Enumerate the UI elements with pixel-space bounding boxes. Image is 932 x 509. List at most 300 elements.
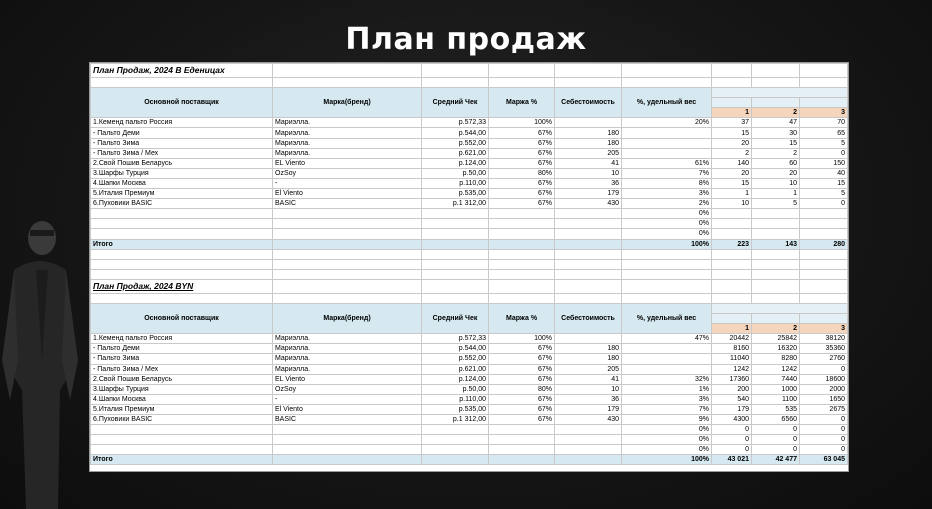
- column-header: Себестоимость: [555, 88, 622, 118]
- table2-title-row: [91, 279, 848, 293]
- blank-cell: [800, 269, 848, 279]
- column-header: Маржа %: [489, 88, 555, 118]
- table-cell: 8160: [712, 344, 752, 354]
- table-row: [91, 168, 848, 178]
- column-header: Средний Чек: [422, 88, 489, 118]
- blank-cell: [555, 249, 622, 259]
- table-cell: [622, 148, 712, 158]
- blank-cell: [91, 293, 273, 303]
- blank-cell: [555, 279, 622, 293]
- table-row: [91, 199, 848, 209]
- table-cell: 3%: [622, 189, 712, 199]
- month-header-blank: [712, 98, 752, 108]
- table-cell: 1650: [800, 394, 848, 404]
- table-row: [91, 394, 848, 404]
- table-cell: 32%: [622, 374, 712, 384]
- blank-cell: [489, 293, 555, 303]
- table-cell: 150: [800, 158, 848, 168]
- table-cell: 6.Пуховики BASIC: [91, 199, 273, 209]
- table-cell: [752, 229, 800, 239]
- blank-cell: [800, 249, 848, 259]
- month-header-blank: [752, 98, 800, 108]
- table-cell: [555, 435, 622, 445]
- table-cell: [422, 219, 489, 229]
- total-cell: Итого: [91, 455, 273, 465]
- blank-cell: [555, 64, 622, 78]
- table-cell: 179: [555, 189, 622, 199]
- table-cell: [555, 229, 622, 239]
- table-cell: 179: [555, 404, 622, 414]
- table-cell: EL Viento: [273, 374, 422, 384]
- table-cell: OzSoy: [273, 384, 422, 394]
- table-row: [91, 384, 848, 394]
- blank-cell: [712, 269, 752, 279]
- blank-cell: [273, 259, 422, 269]
- column-header: %, удельный вес: [622, 88, 712, 118]
- table-cell: [800, 219, 848, 229]
- table-cell: 70: [800, 118, 848, 128]
- table-cell: 6560: [752, 415, 800, 425]
- table-row: [91, 148, 848, 158]
- table-cell: [555, 445, 622, 455]
- table-cell: 0: [752, 435, 800, 445]
- blank-cell: [752, 249, 800, 259]
- table-cell: 40: [800, 168, 848, 178]
- table-cell: 17360: [712, 374, 752, 384]
- blank-cell: [273, 279, 422, 293]
- column-header: Себестоимость: [555, 303, 622, 333]
- table-cell: [91, 435, 273, 445]
- table-cell: [91, 219, 273, 229]
- table-cell: [712, 209, 752, 219]
- table-cell: 3.Шарфы Турция: [91, 168, 273, 178]
- column-header: Марка(бренд): [273, 303, 422, 333]
- table-cell: р.110,00: [422, 178, 489, 188]
- table-cell: [489, 435, 555, 445]
- table-cell: 67%: [489, 354, 555, 364]
- table-cell: 180: [555, 138, 622, 148]
- table-cell: [622, 138, 712, 148]
- table-cell: El Viento: [273, 189, 422, 199]
- table-cell: 5.Италия Премиум: [91, 189, 273, 199]
- blank-cell: [91, 78, 273, 88]
- slide-title: План продаж: [345, 22, 587, 57]
- blank-cell: [800, 64, 848, 78]
- table-cell: [273, 435, 422, 445]
- table-cell: - Пальто Деми: [91, 344, 273, 354]
- table-cell: р.621,00: [422, 148, 489, 158]
- blank-row: [91, 249, 848, 259]
- table-cell: 4.Шапки Москва: [91, 394, 273, 404]
- table-cell: 0%: [622, 435, 712, 445]
- mannequin-photo: [0, 210, 80, 509]
- table-cell: [273, 209, 422, 219]
- blank-cell: [622, 269, 712, 279]
- table-cell: 37: [712, 118, 752, 128]
- table2-title: План Продаж, 2024 BYN: [91, 279, 273, 293]
- table-cell: [273, 219, 422, 229]
- table-cell: 1.Кеменд пальто Россия: [91, 118, 273, 128]
- table-cell: [555, 118, 622, 128]
- table-cell: 0%: [622, 209, 712, 219]
- table-cell: р.110,00: [422, 394, 489, 404]
- table-cell: 67%: [489, 199, 555, 209]
- table-cell: р.124,00: [422, 374, 489, 384]
- table-cell: 2: [752, 148, 800, 158]
- table-row: [91, 425, 848, 435]
- table-cell: 1: [712, 189, 752, 199]
- table-cell: Мариэлла.: [273, 364, 422, 374]
- table-cell: 1: [752, 189, 800, 199]
- table-cell: 67%: [489, 374, 555, 384]
- table-cell: 1242: [712, 364, 752, 374]
- blank-cell: [489, 269, 555, 279]
- table-cell: р.1 312,00: [422, 415, 489, 425]
- table-cell: 0: [800, 364, 848, 374]
- table-cell: Мариэлла.: [273, 128, 422, 138]
- table-cell: 8280: [752, 354, 800, 364]
- table-cell: 15: [712, 128, 752, 138]
- month-header-band: [712, 303, 848, 313]
- table-row: [91, 344, 848, 354]
- blank-cell: [422, 78, 489, 88]
- table-cell: 67%: [489, 178, 555, 188]
- table-cell: 10: [555, 168, 622, 178]
- table-cell: 8%: [622, 178, 712, 188]
- table-row: [91, 334, 848, 344]
- header-row: [91, 303, 848, 313]
- month-number: 1: [712, 324, 752, 334]
- blank-cell: [273, 64, 422, 78]
- table-row: [91, 128, 848, 138]
- table-cell: 0: [752, 445, 800, 455]
- table-cell: 67%: [489, 364, 555, 374]
- table-cell: [422, 209, 489, 219]
- table-row: [91, 219, 848, 229]
- table-cell: 200: [712, 384, 752, 394]
- table-cell: 36: [555, 178, 622, 188]
- table-row: [91, 138, 848, 148]
- blank-cell: [622, 293, 712, 303]
- table-cell: [489, 209, 555, 219]
- header-row: [91, 88, 848, 98]
- blank-cell: [91, 249, 273, 259]
- month-number: 1: [712, 108, 752, 118]
- blank-cell: [622, 64, 712, 78]
- blank-cell: [622, 249, 712, 259]
- table-cell: 9%: [622, 415, 712, 425]
- table-cell: 67%: [489, 128, 555, 138]
- table-cell: [91, 445, 273, 455]
- month-header-blank: [800, 98, 848, 108]
- table-cell: 180: [555, 354, 622, 364]
- table-cell: 5.Италия Премиум: [91, 404, 273, 414]
- table-cell: р.544,00: [422, 344, 489, 354]
- table-cell: 1242: [752, 364, 800, 374]
- table-cell: 2760: [800, 354, 848, 364]
- blank-cell: [712, 279, 752, 293]
- blank-cell: [622, 78, 712, 88]
- table-row: [91, 415, 848, 425]
- table-cell: [800, 229, 848, 239]
- table-row: [91, 445, 848, 455]
- table-cell: [422, 445, 489, 455]
- table-cell: 100%: [489, 118, 555, 128]
- table-cell: р.552,00: [422, 354, 489, 364]
- table-cell: 36: [555, 394, 622, 404]
- table-cell: 7%: [622, 404, 712, 414]
- table-cell: [752, 219, 800, 229]
- blank-cell: [800, 279, 848, 293]
- table1-title-row: [91, 64, 848, 78]
- blank-row: [91, 78, 848, 88]
- month-number: 3: [800, 108, 848, 118]
- blank-cell: [800, 259, 848, 269]
- table-cell: 20: [712, 168, 752, 178]
- table-row: [91, 158, 848, 168]
- table-cell: [622, 354, 712, 364]
- table-cell: 5: [800, 189, 848, 199]
- total-cell: 43 021: [712, 455, 752, 465]
- table-cell: -: [273, 394, 422, 404]
- table-cell: 25842: [752, 334, 800, 344]
- table-cell: 0: [752, 425, 800, 435]
- table-cell: 0: [800, 435, 848, 445]
- total-cell: 100%: [622, 455, 712, 465]
- blank-cell: [489, 259, 555, 269]
- blank-cell: [712, 64, 752, 78]
- table-cell: 41: [555, 158, 622, 168]
- table-cell: Мариэлла.: [273, 148, 422, 158]
- table-cell: 16320: [752, 344, 800, 354]
- month-header-blank: [800, 314, 848, 324]
- table-cell: 20: [752, 168, 800, 178]
- table-cell: Мариэлла.: [273, 138, 422, 148]
- blank-cell: [489, 249, 555, 259]
- table-cell: р.572,33: [422, 334, 489, 344]
- table-cell: Мариэлла.: [273, 334, 422, 344]
- table-row: [91, 229, 848, 239]
- total-cell: 223: [712, 239, 752, 249]
- table-cell: 0%: [622, 219, 712, 229]
- table-cell: 205: [555, 148, 622, 158]
- table-cell: 2675: [800, 404, 848, 414]
- total-cell: [555, 239, 622, 249]
- month-number: 2: [752, 108, 800, 118]
- blank-cell: [91, 269, 273, 279]
- table-cell: 10: [555, 384, 622, 394]
- table-cell: 1.Кеменд пальто Россия: [91, 334, 273, 344]
- table-row: [91, 189, 848, 199]
- table-row: [91, 364, 848, 374]
- table-cell: 15: [800, 178, 848, 188]
- table-cell: El Viento: [273, 404, 422, 414]
- blank-cell: [752, 259, 800, 269]
- table-cell: 0%: [622, 229, 712, 239]
- table-cell: 67%: [489, 148, 555, 158]
- blank-cell: [712, 259, 752, 269]
- table-cell: [752, 209, 800, 219]
- column-header: %, удельный вес: [622, 303, 712, 333]
- table-cell: 3%: [622, 394, 712, 404]
- table-cell: -: [273, 178, 422, 188]
- table-cell: 430: [555, 415, 622, 425]
- table-cell: 4300: [712, 415, 752, 425]
- table-cell: 10: [712, 199, 752, 209]
- table-cell: 179: [712, 404, 752, 414]
- table-cell: 18600: [800, 374, 848, 384]
- table-cell: 3.Шарфы Турция: [91, 384, 273, 394]
- blank-cell: [422, 293, 489, 303]
- table-cell: 20442: [712, 334, 752, 344]
- blank-cell: [273, 269, 422, 279]
- table-cell: [622, 364, 712, 374]
- table-cell: [489, 229, 555, 239]
- table-cell: 60: [752, 158, 800, 168]
- table-cell: 1000: [752, 384, 800, 394]
- table-cell: EL Viento: [273, 158, 422, 168]
- blank-cell: [422, 64, 489, 78]
- spreadsheet: [89, 62, 849, 472]
- table-cell: 38120: [800, 334, 848, 344]
- table-cell: 67%: [489, 415, 555, 425]
- table-cell: 80%: [489, 384, 555, 394]
- blank-cell: [422, 259, 489, 269]
- blank-cell: [555, 293, 622, 303]
- table-cell: [91, 209, 273, 219]
- table-cell: [422, 229, 489, 239]
- blank-cell: [752, 293, 800, 303]
- table-cell: [622, 344, 712, 354]
- table-cell: 65: [800, 128, 848, 138]
- table-cell: 67%: [489, 189, 555, 199]
- table-cell: 4.Шапки Москва: [91, 178, 273, 188]
- table-cell: [273, 229, 422, 239]
- table-cell: р.535,00: [422, 404, 489, 414]
- blank-cell: [273, 293, 422, 303]
- blank-row: [91, 293, 848, 303]
- column-header: Средний Чек: [422, 303, 489, 333]
- table-cell: 5: [752, 199, 800, 209]
- table-cell: 20%: [622, 118, 712, 128]
- table-cell: 67%: [489, 404, 555, 414]
- table-cell: 2%: [622, 199, 712, 209]
- table-cell: Мариэлла.: [273, 344, 422, 354]
- blank-cell: [752, 64, 800, 78]
- table-row: [91, 404, 848, 414]
- table-cell: р.544,00: [422, 128, 489, 138]
- table-cell: - Пальто Зима: [91, 138, 273, 148]
- table-cell: [555, 219, 622, 229]
- table-cell: р.50,00: [422, 168, 489, 178]
- table-cell: 15: [752, 138, 800, 148]
- table-cell: 180: [555, 128, 622, 138]
- column-header: Марка(бренд): [273, 88, 422, 118]
- blank-cell: [489, 64, 555, 78]
- table-cell: 61%: [622, 158, 712, 168]
- month-header-blank: [752, 314, 800, 324]
- total-cell: [422, 239, 489, 249]
- table-cell: 0: [712, 425, 752, 435]
- blank-cell: [800, 78, 848, 88]
- table-cell: 430: [555, 199, 622, 209]
- table-cell: [555, 209, 622, 219]
- table-cell: 1100: [752, 394, 800, 404]
- table-row: [91, 374, 848, 384]
- blank-cell: [712, 293, 752, 303]
- blank-cell: [752, 279, 800, 293]
- total-cell: Итого: [91, 239, 273, 249]
- table-cell: 15: [712, 178, 752, 188]
- table-cell: р.1 312,00: [422, 199, 489, 209]
- table-row: [91, 209, 848, 219]
- total-cell: 42 477: [752, 455, 800, 465]
- table-cell: [91, 425, 273, 435]
- total-cell: [489, 455, 555, 465]
- month-header-blank: [712, 314, 752, 324]
- blank-cell: [622, 259, 712, 269]
- total-cell: 63 045: [800, 455, 848, 465]
- table-cell: Мариэлла.: [273, 354, 422, 364]
- table-cell: 6.Пуховики BASIC: [91, 415, 273, 425]
- table-cell: 5: [800, 138, 848, 148]
- table-cell: - Пальто Зима / Мех: [91, 364, 273, 374]
- table-cell: 7%: [622, 168, 712, 178]
- table-cell: р.552,00: [422, 138, 489, 148]
- blank-cell: [273, 78, 422, 88]
- sales-plan-grid: [90, 63, 848, 465]
- table-cell: 0: [800, 199, 848, 209]
- table-cell: 535: [752, 404, 800, 414]
- table-cell: 180: [555, 344, 622, 354]
- column-header: Маржа %: [489, 303, 555, 333]
- month-number: 2: [752, 324, 800, 334]
- table-cell: 30: [752, 128, 800, 138]
- table-cell: BASIC: [273, 199, 422, 209]
- table-cell: 540: [712, 394, 752, 404]
- total-cell: [273, 239, 422, 249]
- total-cell: 280: [800, 239, 848, 249]
- table-cell: 47: [752, 118, 800, 128]
- total-row: [91, 455, 848, 465]
- table-row: [91, 118, 848, 128]
- table-cell: 0: [712, 445, 752, 455]
- blank-cell: [555, 78, 622, 88]
- table-cell: р.621,00: [422, 364, 489, 374]
- table-cell: 35360: [800, 344, 848, 354]
- total-row: [91, 239, 848, 249]
- table-cell: [489, 425, 555, 435]
- table-cell: 0: [800, 415, 848, 425]
- table-cell: - Пальто Зима / Мех: [91, 148, 273, 158]
- table-cell: 67%: [489, 394, 555, 404]
- blank-cell: [800, 293, 848, 303]
- table-cell: 205: [555, 364, 622, 374]
- table-cell: 0: [800, 425, 848, 435]
- blank-cell: [489, 279, 555, 293]
- table-cell: - Пальто Зима: [91, 354, 273, 364]
- blank-cell: [91, 259, 273, 269]
- table-cell: [273, 445, 422, 455]
- column-header: Основной поставщик: [91, 88, 273, 118]
- table-cell: 47%: [622, 334, 712, 344]
- table-cell: 67%: [489, 138, 555, 148]
- blank-cell: [712, 249, 752, 259]
- blank-cell: [555, 259, 622, 269]
- table-cell: 7440: [752, 374, 800, 384]
- table-cell: 0: [800, 148, 848, 158]
- blank-row: [91, 269, 848, 279]
